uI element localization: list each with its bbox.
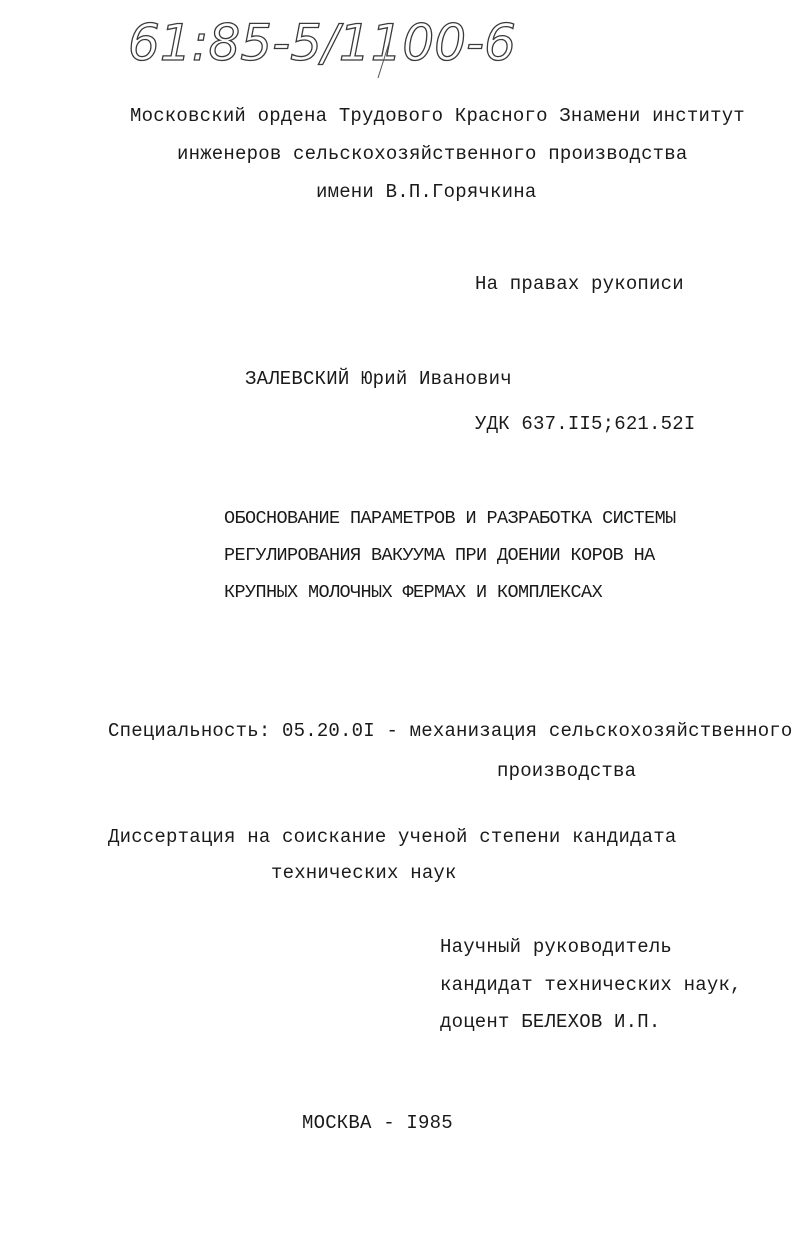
- supervisor-line-1: Научный руководитель: [440, 936, 673, 958]
- udc-code: УДК 637.II5;621.52I: [475, 413, 696, 435]
- supervisor-line-2: кандидат технических наук,: [440, 974, 742, 996]
- stamp-handwriting: 61:85-5/1100-6: [128, 14, 516, 72]
- institute-line-2: инженеров сельскохозяйственного производства: [177, 143, 688, 165]
- specialty-line-2: производства: [497, 760, 637, 782]
- institute-line-1: Московский ордена Трудового Красного Знамени институт: [130, 105, 745, 127]
- dissertation-title-line-3: КРУПНЫХ МОЛОЧНЫХ ФЕРМАХ И КОМПЛЕКСАХ: [224, 582, 603, 603]
- dissertation-type-line-2: технических наук: [271, 862, 457, 884]
- specialty-line-1: Специальность: 05.20.0I - механизация сельскохозяйственного: [108, 720, 793, 742]
- dissertation-title-line-1: ОБОСНОВАНИЕ ПАРАМЕТРОВ И РАЗРАБОТКА СИСТЕМЫ: [224, 508, 676, 529]
- author-name: ЗАЛЕВСКИЙ Юрий Иванович: [245, 368, 512, 390]
- handwritten-archive-stamp: [120, 2, 640, 82]
- dissertation-type-line-1: Диссертация на соискание ученой степени кандидата: [108, 826, 677, 848]
- supervisor-line-3: доцент БЕЛЕХОВ И.П.: [440, 1011, 661, 1033]
- dissertation-title-line-2: РЕГУЛИРОВАНИЯ ВАКУУМА ПРИ ДОЕНИИ КОРОВ НА: [224, 545, 655, 566]
- footer-city-year: МОСКВА - I985: [302, 1112, 453, 1134]
- rights-notice: На правах рукописи: [475, 273, 684, 295]
- institute-line-3: имени В.П.Горячкина: [316, 181, 537, 203]
